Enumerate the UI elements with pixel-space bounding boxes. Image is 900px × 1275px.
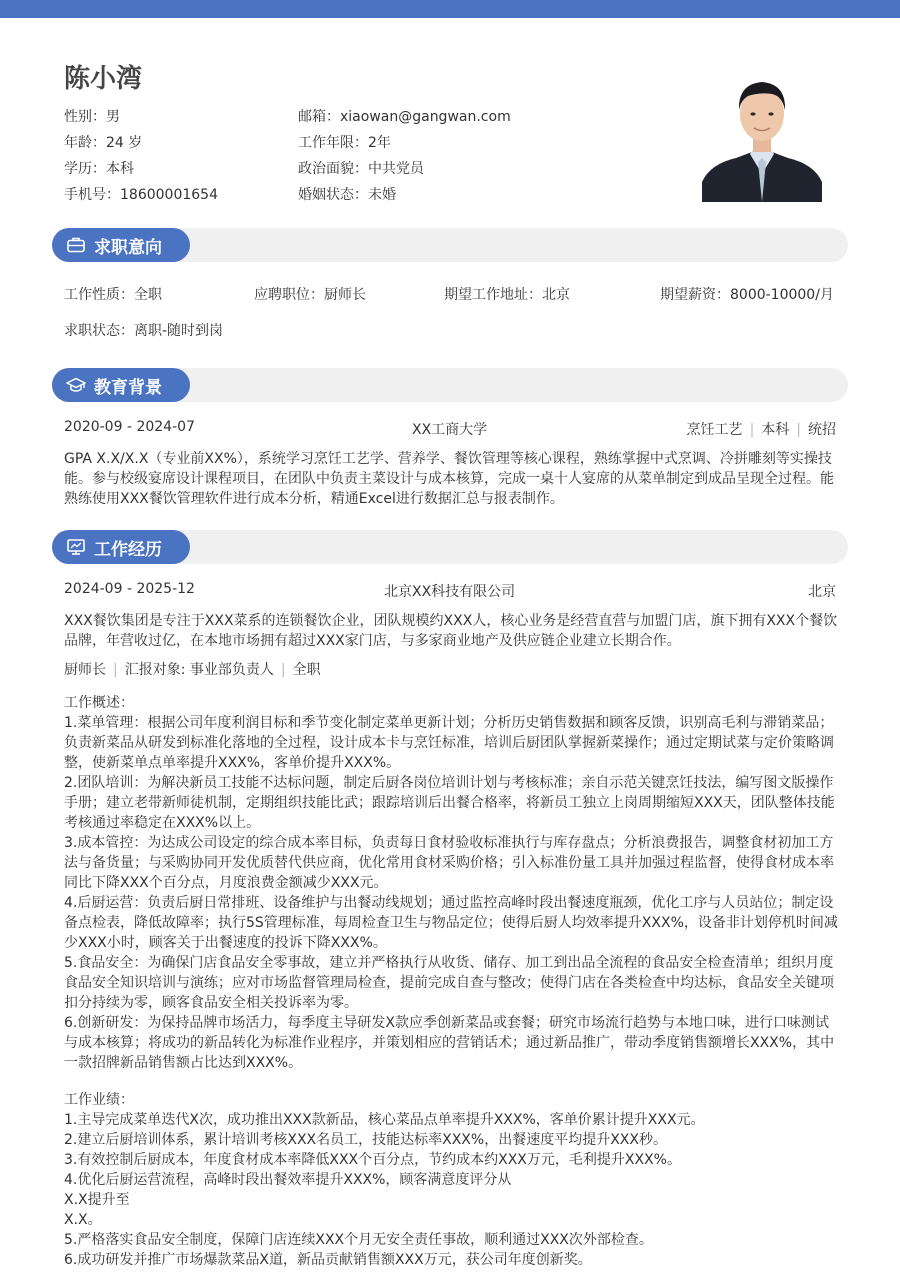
- work-date: 2024-09 - 2025-12: [64, 581, 195, 597]
- intent-salary: 期望薪资：8000-10000/月: [660, 287, 834, 303]
- education-school: XX工商大学: [412, 422, 488, 438]
- work-overview-title: 工作概述：: [64, 695, 134, 711]
- briefcase-icon: [66, 236, 86, 254]
- info-political: 政治面貌：中共党员: [298, 161, 424, 177]
- intent-location: 期望工作地址：北京: [444, 287, 570, 303]
- work-achievement-item: 5.严格落实食品安全制度，保障门店连续XXX个月无安全责任事故，顺利通过XXX次外部检查。: [64, 1232, 653, 1248]
- info-gender: 性别：男: [64, 109, 120, 125]
- work-overview-item: 6.创新研发：为保持品牌市场活力，每季度主导研发X款应季创新菜品或套餐；研究市场流行趋势与本地口味，进行口味测试与成本核算；将成功的新品转化为标准作业程序，并策划相应的营销话术；通过新品推广，带动季度销售额增长XXX%，其中一款招牌新品销售额占比达到XXX%。: [64, 1015, 835, 1071]
- info-work-years: 工作年限：2年: [298, 135, 391, 151]
- section-title-education: 教育背景: [52, 368, 190, 402]
- work-overview-item: 2.团队培训：为解决新员工技能不达标问题，制定后厨各岗位培训计划与考核标准；亲自示范关键烹饪技法，编写图文版操作手册；建立老带新师徒机制，定期组织技能比武；跟踪培训后出餐合格率，将新员工独立上岗周期缩短XXX天，团队整体技能考核通过率稳定在XXX%以上。: [64, 775, 835, 831]
- info-marital: 婚姻状态：未婚: [298, 187, 396, 203]
- work-company: 北京XX科技有限公司: [384, 584, 516, 600]
- top-accent-bar: [0, 0, 900, 18]
- section-title-job-intent: 求职意向: [52, 228, 190, 262]
- education-date: 2020-09 - 2024-07: [64, 419, 195, 435]
- work-city: 北京: [808, 584, 836, 600]
- work-achievement-item: 3.有效控制后厨成本，年度食材成本率降低XXX个百分点，节约成本约XXX万元，毛利提升XXX%。: [64, 1152, 681, 1168]
- profile-photo: [702, 70, 822, 202]
- work-achievement-item: 6.成功研发并推广市场爆款菜品X道，新品贡献销售额XXX万元，获公司年度创新奖。: [64, 1252, 592, 1268]
- candidate-name: 陈小湾: [64, 64, 143, 94]
- work-overview-item: 4.后厨运营：负责后厨日常排班、设备维护与出餐动线规划；通过监控高峰时段出餐速度瓶颈，优化工序与人员站位；制定设备点检表，降低故障率；执行5S管理标准，每周检查卫生与物品定位；使得后厨人均效率提升XXX%，设备非计划停机时间减少XXX小时，顾客关于出餐速度的投诉下降XXX%。: [64, 895, 838, 951]
- graduation-cap-icon: [66, 376, 86, 394]
- section-bar-work: [52, 530, 848, 564]
- education-type: 统招: [808, 422, 836, 438]
- intent-status: 求职状态：离职-随时到岗: [64, 323, 224, 339]
- work-job-type: 全职: [292, 662, 321, 678]
- work-achievement-item: 1.主导完成菜单迭代X次，成功推出XXX款新品，核心菜品点单率提升XXX%，客单价累计提升XXX元。: [64, 1112, 705, 1128]
- work-overview-item: 3.成本管控：为达成公司设定的综合成本率目标，负责每日食材验收标准执行与库存盘点；分析浪费报告，调整食材初加工方法与备货量；与采购协同开发优质替代供应商，优化常用食材采购价格；引入标准份量工具并加强过程监督，使得食材成本率同比下降XXX个百分点，月度浪费金额减少XXX元。: [64, 835, 834, 891]
- work-overview-item: 1.菜单管理：根据公司年度利润目标和季节变化制定菜单更新计划；分析历史销售数据和顾客反馈，识别高毛利与滞销菜品；负责新菜品从研发到标准化落地的全过程，设计成本卡与烹饪标准，培训后厨团队掌握新菜操作；通过定期试菜与定价策略调整，使新菜单点单率提升XXX%，客单价提升XXX%。: [64, 715, 834, 771]
- info-education: 学历：本科: [64, 161, 134, 177]
- work-achievement-item: 2.建立后厨培训体系，累计培训考核XXX名员工，技能达标率XXX%，出餐速度平均提升XXX秒。: [64, 1132, 667, 1148]
- work-achievement-item: 4.优化后厨运营流程，高峰时段出餐效率提升XXX%，顾客满意度评分从: [64, 1172, 512, 1188]
- work-role-line: 厨师长 | 汇报对象: 事业部负责人 | 全职: [64, 662, 321, 678]
- work-achievement-item: X.X提升至: [64, 1192, 130, 1208]
- section-bar-job-intent: [52, 228, 848, 262]
- intent-work-type: 工作性质：全职: [64, 287, 162, 303]
- work-overview: [64, 693, 838, 1073]
- work-position: 厨师长: [64, 662, 106, 678]
- work-company-description: XXX餐饮集团是专注于XXX菜系的连锁餐饮企业，团队规模约XXX人，核心业务是经营直营与加盟门店，旗下拥有XXX个餐饮品牌，年营收过亿，在本地市场拥有超过XXX家门店，与多家商业地产及供应链企业建立长期合作。: [64, 613, 838, 649]
- education-meta: 烹饪工艺 | 本科 | 统招: [686, 422, 836, 438]
- section-title-work: 工作经历: [52, 530, 190, 564]
- work-report-to: 汇报对象: 事业部负责人: [124, 662, 274, 678]
- info-age: 年龄：24 岁: [64, 135, 143, 151]
- work-achievement-item: X.X。: [64, 1212, 102, 1228]
- work-achievements-title: 工作业绩：: [64, 1092, 134, 1108]
- presentation-board-icon: [66, 538, 86, 556]
- work-overview-item: 5.食品安全：为确保门店食品安全零事故，建立并严格执行从收货、储存、加工到出品全流程的食品安全检查清单；组织月度食品安全知识培训与演练；应对市场监督管理局检查，提前完成自查与整改；使得门店在各类检查中均达标，食品安全关键项扣分持续为零，顾客食品安全相关投诉率为零。: [64, 955, 834, 1011]
- info-email: 邮箱：xiaowan@gangwan.com: [298, 109, 511, 125]
- education-degree: 本科: [761, 422, 790, 438]
- intent-position: 应聘职位：厨师长: [254, 287, 366, 303]
- work-achievements: [64, 1090, 838, 1270]
- info-phone: 手机号：18600001654: [64, 187, 218, 203]
- education-description: GPA X.X/X.X（专业前XX%），系统学习烹饪工艺学、营养学、餐饮管理等核心课程，熟练掌握中式烹调、冷拼雕刻等实操技能。参与校级宴席设计课程项目，在团队中负责主菜设计与成本核算，完成一桌十人宴席的从菜单制定到成品呈现全过程。能熟练使用XXX餐饮管理软件进行成本分析，精通Excel进行数据汇总与报表制作。: [64, 451, 834, 507]
- section-bar-education: [52, 368, 848, 402]
- education-major: 烹饪工艺: [686, 422, 743, 438]
